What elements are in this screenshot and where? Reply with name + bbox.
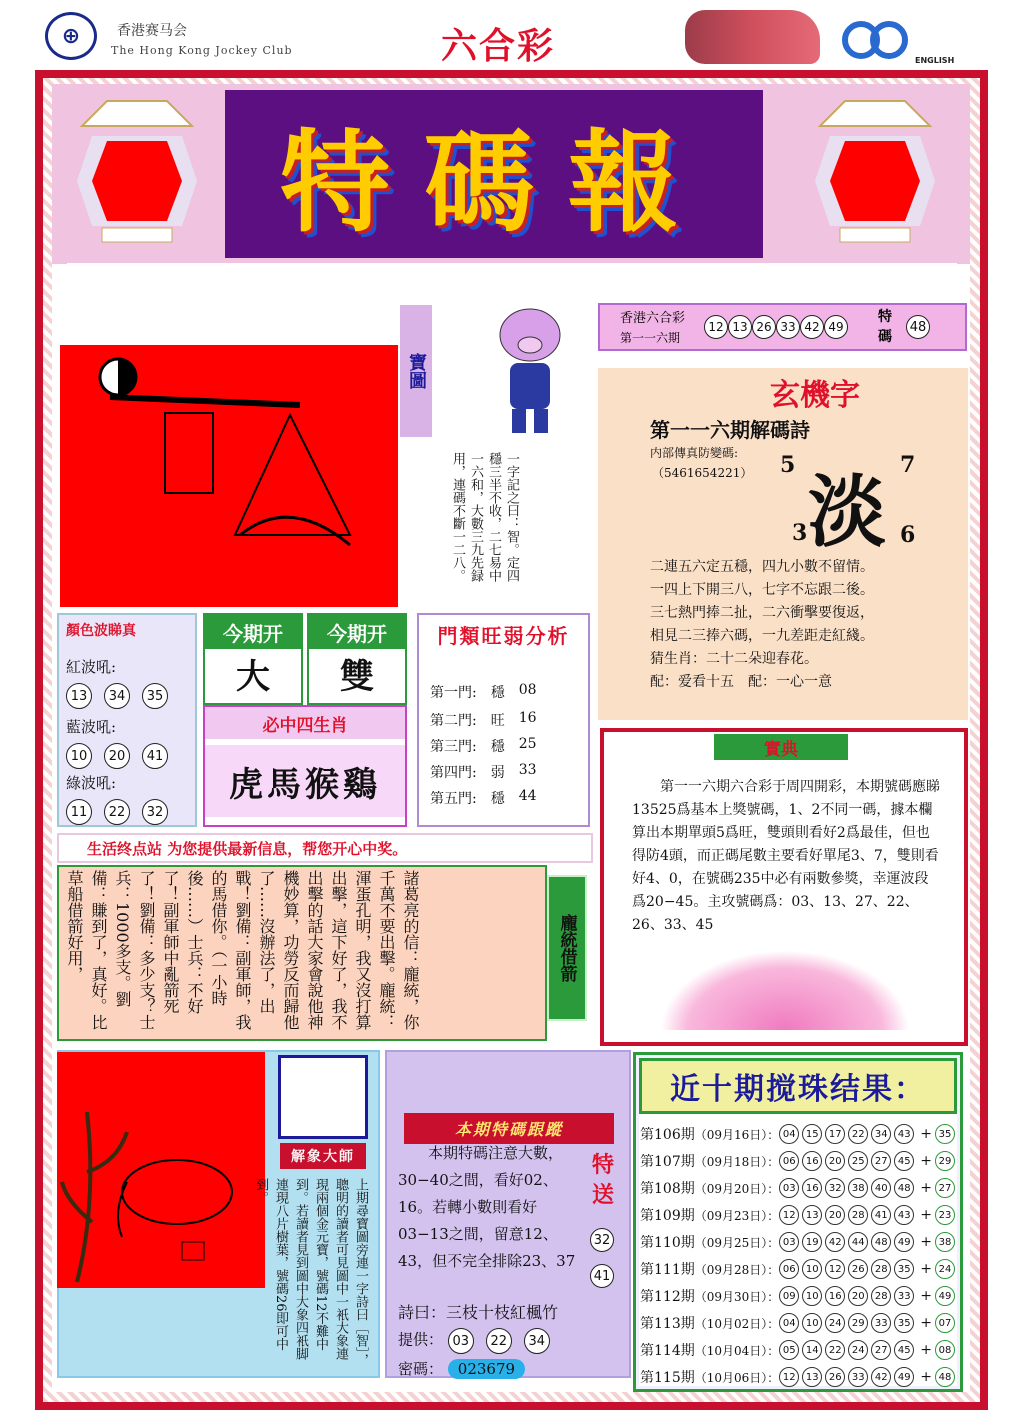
plus-icon: + bbox=[920, 1153, 933, 1169]
plus-icon: + bbox=[920, 1180, 933, 1196]
open-value: 大 bbox=[236, 657, 270, 697]
recent-special-ball: 48 bbox=[935, 1367, 955, 1387]
elephant-tag: 解象大師 bbox=[280, 1143, 366, 1169]
te-ball: 32 bbox=[590, 1228, 614, 1252]
recent-ball: 33 bbox=[848, 1367, 868, 1387]
gate-num: 25 bbox=[518, 736, 537, 752]
recent-issue: 第107期 bbox=[640, 1154, 695, 1170]
result-ball: 26 bbox=[752, 315, 776, 339]
life-bar: 生活终点站 为您提供最新信息，帮您开心中奖。 bbox=[57, 833, 593, 863]
result-ball: 13 bbox=[728, 315, 752, 339]
recent-row bbox=[640, 1228, 958, 1256]
recent-ball: 42 bbox=[825, 1232, 845, 1252]
wave-ball: 35 bbox=[142, 683, 168, 709]
wave-numbers bbox=[66, 683, 180, 709]
recent-ball: 06 bbox=[779, 1259, 799, 1279]
recent-ball: 43 bbox=[894, 1205, 914, 1225]
recent-ball: 42 bbox=[871, 1367, 891, 1387]
recent-issue: 第108期 bbox=[640, 1181, 695, 1197]
recent-ball: 25 bbox=[848, 1151, 868, 1171]
recent-ball: 29 bbox=[848, 1313, 868, 1333]
code-row bbox=[398, 1358, 525, 1379]
gates-title: 門類旺弱分析 bbox=[437, 624, 570, 648]
result-ball: 49 bbox=[824, 315, 848, 339]
xuanji-line: 二連五六定五穩，四九小數不留情。 bbox=[650, 559, 874, 575]
recent-ball: 35 bbox=[894, 1313, 914, 1333]
xuanji-number: 5 bbox=[780, 452, 796, 478]
wave-ball: 41 bbox=[142, 743, 168, 769]
recent-ball: 26 bbox=[848, 1259, 868, 1279]
open-box-parity bbox=[307, 613, 407, 705]
recent-ball: 20 bbox=[825, 1205, 845, 1225]
rings-logo-icon[interactable] bbox=[835, 20, 915, 60]
recent-ball: 10 bbox=[802, 1259, 822, 1279]
plus-icon: + bbox=[920, 1207, 933, 1223]
recent-special-ball: 24 bbox=[935, 1259, 955, 1279]
recent-row bbox=[640, 1174, 958, 1202]
recent-issue: 第115期 bbox=[640, 1370, 695, 1386]
supply-label: 提供： bbox=[398, 1330, 444, 1349]
recent-special-ball: 38 bbox=[935, 1232, 955, 1252]
treasure-map-image bbox=[60, 305, 398, 607]
recent-ball: 10 bbox=[802, 1286, 822, 1306]
recent-ball: 48 bbox=[871, 1232, 891, 1252]
recent-row bbox=[640, 1201, 958, 1229]
gate-row bbox=[430, 682, 580, 702]
plus-icon: + bbox=[920, 1369, 933, 1385]
gate-state: 穩 bbox=[490, 739, 505, 755]
recent-row bbox=[640, 1309, 958, 1337]
plus-icon: + bbox=[920, 1261, 933, 1277]
xuanji-line: 一四上下開三八，七字不忘跟二後。 bbox=[650, 582, 874, 598]
gate-num: 44 bbox=[518, 788, 537, 804]
open-value: 雙 bbox=[340, 657, 374, 697]
code-label: 密碼： bbox=[398, 1360, 444, 1378]
gate-name: 第二門: bbox=[430, 713, 477, 729]
recent-issue: 第114期 bbox=[640, 1343, 695, 1359]
recent-row bbox=[640, 1282, 958, 1310]
gate-name: 第四門: bbox=[430, 765, 477, 781]
recent-ball: 48 bbox=[894, 1178, 914, 1198]
recent-special-ball: 08 bbox=[935, 1340, 955, 1360]
open-box-size bbox=[203, 613, 303, 705]
recent-ball: 20 bbox=[825, 1151, 845, 1171]
plus-icon: + bbox=[920, 1342, 933, 1358]
recent-ball: 16 bbox=[802, 1151, 822, 1171]
lotus-icon bbox=[660, 950, 910, 1030]
wave-label: 綠波吼: bbox=[66, 774, 117, 792]
recent-ball: 28 bbox=[871, 1259, 891, 1279]
plus-icon: + bbox=[920, 1126, 933, 1142]
gate-num: 33 bbox=[518, 762, 537, 778]
xuanji-number: 3 bbox=[792, 520, 808, 546]
recent-ball: 10 bbox=[802, 1313, 822, 1333]
xuanji-code: （5461654221） bbox=[652, 466, 753, 480]
recent-ball: 43 bbox=[894, 1124, 914, 1144]
recent-date: （09月25日）： bbox=[694, 1235, 780, 1250]
special-label: 特碼 bbox=[878, 309, 892, 345]
recent-ball: 27 bbox=[871, 1340, 891, 1360]
wave-ball: 11 bbox=[66, 799, 92, 825]
plus-icon: + bbox=[920, 1288, 933, 1304]
track-title: 本期特碼跟蹤 bbox=[404, 1113, 614, 1144]
org-name-en: The Hong Kong Jockey Club bbox=[111, 44, 293, 57]
recent-date: （09月23日）： bbox=[694, 1208, 780, 1223]
recent-ball: 14 bbox=[802, 1340, 822, 1360]
recent-ball: 26 bbox=[825, 1367, 845, 1387]
result-numbers bbox=[704, 315, 848, 339]
wave-label: 藍波吼: bbox=[66, 718, 117, 736]
recent-ball: 19 bbox=[802, 1232, 822, 1252]
track-text: 本期特碼注意大數，30−40之間，看好02、16。若轉小數則看好03−13之間，留意12、43，但不完全排除23、37 bbox=[398, 1144, 576, 1270]
supply-row bbox=[398, 1328, 562, 1354]
recent-issue: 第111期 bbox=[640, 1262, 695, 1278]
recent-ball: 33 bbox=[871, 1313, 891, 1333]
recent-ball: 45 bbox=[894, 1340, 914, 1360]
recent-special-ball: 27 bbox=[935, 1178, 955, 1198]
zodiac-title: 必中四生肖 bbox=[205, 707, 405, 739]
xuanji-body bbox=[650, 556, 950, 694]
gate-num: 16 bbox=[518, 710, 537, 726]
baodian-title: 實典 bbox=[714, 734, 848, 760]
recent-ball: 44 bbox=[848, 1232, 868, 1252]
recent-ball: 15 bbox=[802, 1124, 822, 1144]
recent-ball: 49 bbox=[894, 1367, 914, 1387]
recent-ball: 28 bbox=[871, 1286, 891, 1306]
xuanji-number: 6 bbox=[900, 522, 916, 548]
supply-ball: 03 bbox=[448, 1328, 474, 1354]
baodian-text: 第一一六期六合彩于周四開彩，本期號碼應睇13525爲基本上獎號碼，1、2不同一碼，據本欄算出本期單頭5爲旺，雙頭則看好2爲最佳，但也得防4頭，而正碼尾數主要看好單尾3、7，雙則看好4、0，在號碼235中必有兩數參獎，幸運波段爲20−45。主攻號碼爲：03、13、27、22、26、33、45 bbox=[632, 779, 940, 933]
recent-ball: 20 bbox=[848, 1286, 868, 1306]
gate-name: 第一門: bbox=[430, 685, 477, 701]
recent-row bbox=[640, 1336, 958, 1364]
recent-ball: 22 bbox=[825, 1340, 845, 1360]
recent-ball: 16 bbox=[825, 1286, 845, 1306]
recent-ball: 13 bbox=[802, 1367, 822, 1387]
treasure-map-tab: 寶圖 bbox=[400, 305, 432, 437]
zodiac-value: 虎馬猴鷄 bbox=[205, 745, 405, 817]
recent-ball: 13 bbox=[802, 1205, 822, 1225]
recent-date: （09月28日）： bbox=[694, 1262, 780, 1277]
recent-ball: 09 bbox=[779, 1286, 799, 1306]
recent-ball: 38 bbox=[848, 1178, 868, 1198]
elephant-image bbox=[57, 1052, 265, 1288]
game-title: 六合彩 bbox=[441, 25, 556, 67]
recent-ball: 04 bbox=[779, 1313, 799, 1333]
pig-mascot-icon bbox=[470, 305, 590, 440]
xuanji-sub: 内部傳真防變碼: bbox=[650, 446, 739, 460]
english-link[interactable]: ENGLISH bbox=[915, 56, 955, 65]
recent-row bbox=[640, 1363, 958, 1391]
horse-racing-icon bbox=[685, 10, 820, 64]
hkjc-logo-icon[interactable]: ⊕ bbox=[45, 12, 97, 60]
scale-icon bbox=[60, 305, 398, 607]
banner-title: 特碼報 bbox=[280, 118, 712, 247]
xuanji-line: 猜生肖：二十二朵迎春花。 bbox=[650, 651, 818, 667]
poem-text: 三枝十枝紅楓竹 bbox=[446, 1303, 559, 1322]
wave-title: 顏色波睇真 bbox=[66, 623, 136, 639]
wave-group bbox=[66, 716, 180, 769]
xuanji-line: 配：爱看十五 配：一心一意 bbox=[650, 674, 832, 690]
xuanji-line: 相見二三捧六碼，一九差距走紅綫。 bbox=[650, 628, 874, 644]
recent-date: （09月18日）： bbox=[694, 1154, 780, 1169]
poem-scroll-text: 一字記之曰：智。定四穩三半不收，二七易中一六和，大數三九先録用，連碼不斷一二八。 bbox=[450, 452, 519, 582]
recent-row bbox=[640, 1255, 958, 1283]
wave-ball: 22 bbox=[104, 799, 130, 825]
recent-date: （09月16日）： bbox=[694, 1127, 780, 1142]
result-label: 香港六合彩 bbox=[620, 311, 686, 326]
blank-band bbox=[67, 263, 957, 299]
recent-ball: 06 bbox=[779, 1151, 799, 1171]
recent-issue: 第113期 bbox=[640, 1316, 695, 1332]
recent-ball: 40 bbox=[871, 1178, 891, 1198]
xuanji-number: 7 bbox=[900, 452, 916, 478]
wave-numbers bbox=[66, 743, 180, 769]
xuanji-char: 淡 bbox=[808, 467, 887, 558]
recent-issue: 第106期 bbox=[640, 1127, 695, 1143]
wave-ball: 20 bbox=[104, 743, 130, 769]
recent-ball: 28 bbox=[848, 1205, 868, 1225]
gate-state: 穩 bbox=[490, 791, 505, 807]
recent-ball: 12 bbox=[779, 1367, 799, 1387]
recent-ball: 16 bbox=[802, 1178, 822, 1198]
recent-date: （10月04日）： bbox=[694, 1343, 780, 1358]
wave-group bbox=[66, 656, 180, 709]
open-head: 今期开 bbox=[205, 615, 301, 649]
result-issue: 第一一六期 bbox=[620, 331, 681, 345]
recent-ball: 03 bbox=[779, 1178, 799, 1198]
xuanji-title: 玄機字 bbox=[770, 378, 860, 413]
code-value: 023679 bbox=[448, 1359, 525, 1379]
recent-ball: 45 bbox=[894, 1151, 914, 1171]
wave-numbers bbox=[66, 799, 180, 825]
wave-ball: 10 bbox=[66, 743, 92, 769]
lantern-right-icon bbox=[810, 96, 940, 246]
gate-row bbox=[430, 788, 580, 808]
recent-ball: 12 bbox=[825, 1259, 845, 1279]
te-label: 特送 bbox=[592, 1152, 615, 1208]
special-ball: 48 bbox=[906, 315, 930, 339]
plus-icon: + bbox=[920, 1234, 933, 1250]
result-ball: 42 bbox=[800, 315, 824, 339]
gate-state: 旺 bbox=[490, 713, 505, 729]
open-head: 今期开 bbox=[309, 615, 405, 649]
wave-ball: 32 bbox=[142, 799, 168, 825]
wave-ball: 13 bbox=[66, 683, 92, 709]
plus-icon: + bbox=[920, 1315, 933, 1331]
recent-title: 近十期搅珠结果： bbox=[639, 1058, 957, 1114]
recent-issue: 第109期 bbox=[640, 1208, 695, 1224]
recent-special-ball: 23 bbox=[935, 1205, 955, 1225]
gate-state: 弱 bbox=[490, 765, 505, 781]
track-poem bbox=[398, 1300, 558, 1323]
recent-special-ball: 49 bbox=[935, 1286, 955, 1306]
story-text: 諸葛亮的信：龐統，你千萬不要出擊。龐統：渾蛋孔明，我又沒打算出擊，這下好了，我不出擊的話大家會說他神機妙算，功勞反而歸他了……沒辦法了，出戰！劉備：副軍師，我的馬借你。（一小時後……）士兵：不好了！副軍師中亂箭死了！劉備：多少支？士兵：1000多支。劉備：賺到了，真好。比草船借箭好用， bbox=[65, 870, 420, 1030]
recent-ball: 03 bbox=[779, 1232, 799, 1252]
latest-result-bar bbox=[598, 303, 967, 351]
gate-num: 08 bbox=[518, 682, 537, 698]
recent-ball: 24 bbox=[848, 1340, 868, 1360]
gate-name: 第三門: bbox=[430, 739, 477, 755]
recent-date: （09月30日）： bbox=[694, 1289, 780, 1304]
recent-ball: 41 bbox=[871, 1205, 891, 1225]
recent-ball: 27 bbox=[871, 1151, 891, 1171]
recent-special-ball: 29 bbox=[935, 1151, 955, 1171]
recent-ball: 22 bbox=[848, 1124, 868, 1144]
recent-ball: 35 bbox=[894, 1259, 914, 1279]
recent-date: （09月20日）： bbox=[694, 1181, 780, 1196]
supply-ball: 34 bbox=[524, 1328, 550, 1354]
gate-name: 第五門: bbox=[430, 791, 477, 807]
recent-date: （10月02日）： bbox=[694, 1316, 780, 1331]
recent-ball: 32 bbox=[825, 1178, 845, 1198]
elephant-text: 上期尋寶圖旁連一字詩曰［智］，聰明的讀者可見圖中一衹大象連現兩個金元寶，號碼12不難中到。若讀者見到圖中大象四衹脚連現八片樹葉，號碼26即可中到。 bbox=[253, 1178, 368, 1367]
recent-ball: 33 bbox=[894, 1286, 914, 1306]
elephant-icon bbox=[57, 1052, 265, 1288]
wave-group bbox=[66, 772, 180, 825]
recent-special-ball: 35 bbox=[935, 1124, 955, 1144]
result-ball: 12 bbox=[704, 315, 728, 339]
gate-row bbox=[430, 736, 580, 756]
wave-ball: 34 bbox=[104, 683, 130, 709]
recent-ball: 34 bbox=[871, 1124, 891, 1144]
supply-ball: 22 bbox=[486, 1328, 512, 1354]
recent-ball: 24 bbox=[825, 1313, 845, 1333]
lantern-left-icon bbox=[72, 96, 202, 246]
xuanji-line: 三七熱門捧二扯，二六衝擊要復返， bbox=[650, 605, 874, 621]
gate-row bbox=[430, 762, 580, 782]
wave-label: 紅波吼: bbox=[66, 658, 117, 676]
gate-row bbox=[430, 710, 580, 730]
recent-ball: 12 bbox=[779, 1205, 799, 1225]
recent-ball: 49 bbox=[894, 1232, 914, 1252]
recent-issue: 第110期 bbox=[640, 1235, 695, 1251]
recent-row bbox=[640, 1120, 958, 1148]
recent-date: （10月06日）： bbox=[694, 1370, 780, 1385]
recent-row bbox=[640, 1147, 958, 1175]
recent-ball: 05 bbox=[779, 1340, 799, 1360]
site-header bbox=[35, 6, 988, 70]
te-ball: 41 bbox=[590, 1264, 614, 1288]
gate-state: 穩 bbox=[490, 685, 505, 701]
hands-illustration-icon bbox=[278, 1055, 368, 1139]
recent-ball: 17 bbox=[825, 1124, 845, 1144]
recent-issue: 第112期 bbox=[640, 1289, 695, 1305]
org-name-cn: 香港赛马会 bbox=[117, 23, 187, 39]
xuanji-poem-title: 第一一六期解碼詩 bbox=[650, 418, 810, 442]
poem-label: 詩曰： bbox=[398, 1303, 447, 1322]
recent-special-ball: 07 bbox=[935, 1313, 955, 1333]
story-title: 龐統借箭 bbox=[547, 875, 587, 1021]
recent-ball: 04 bbox=[779, 1124, 799, 1144]
result-ball: 33 bbox=[776, 315, 800, 339]
